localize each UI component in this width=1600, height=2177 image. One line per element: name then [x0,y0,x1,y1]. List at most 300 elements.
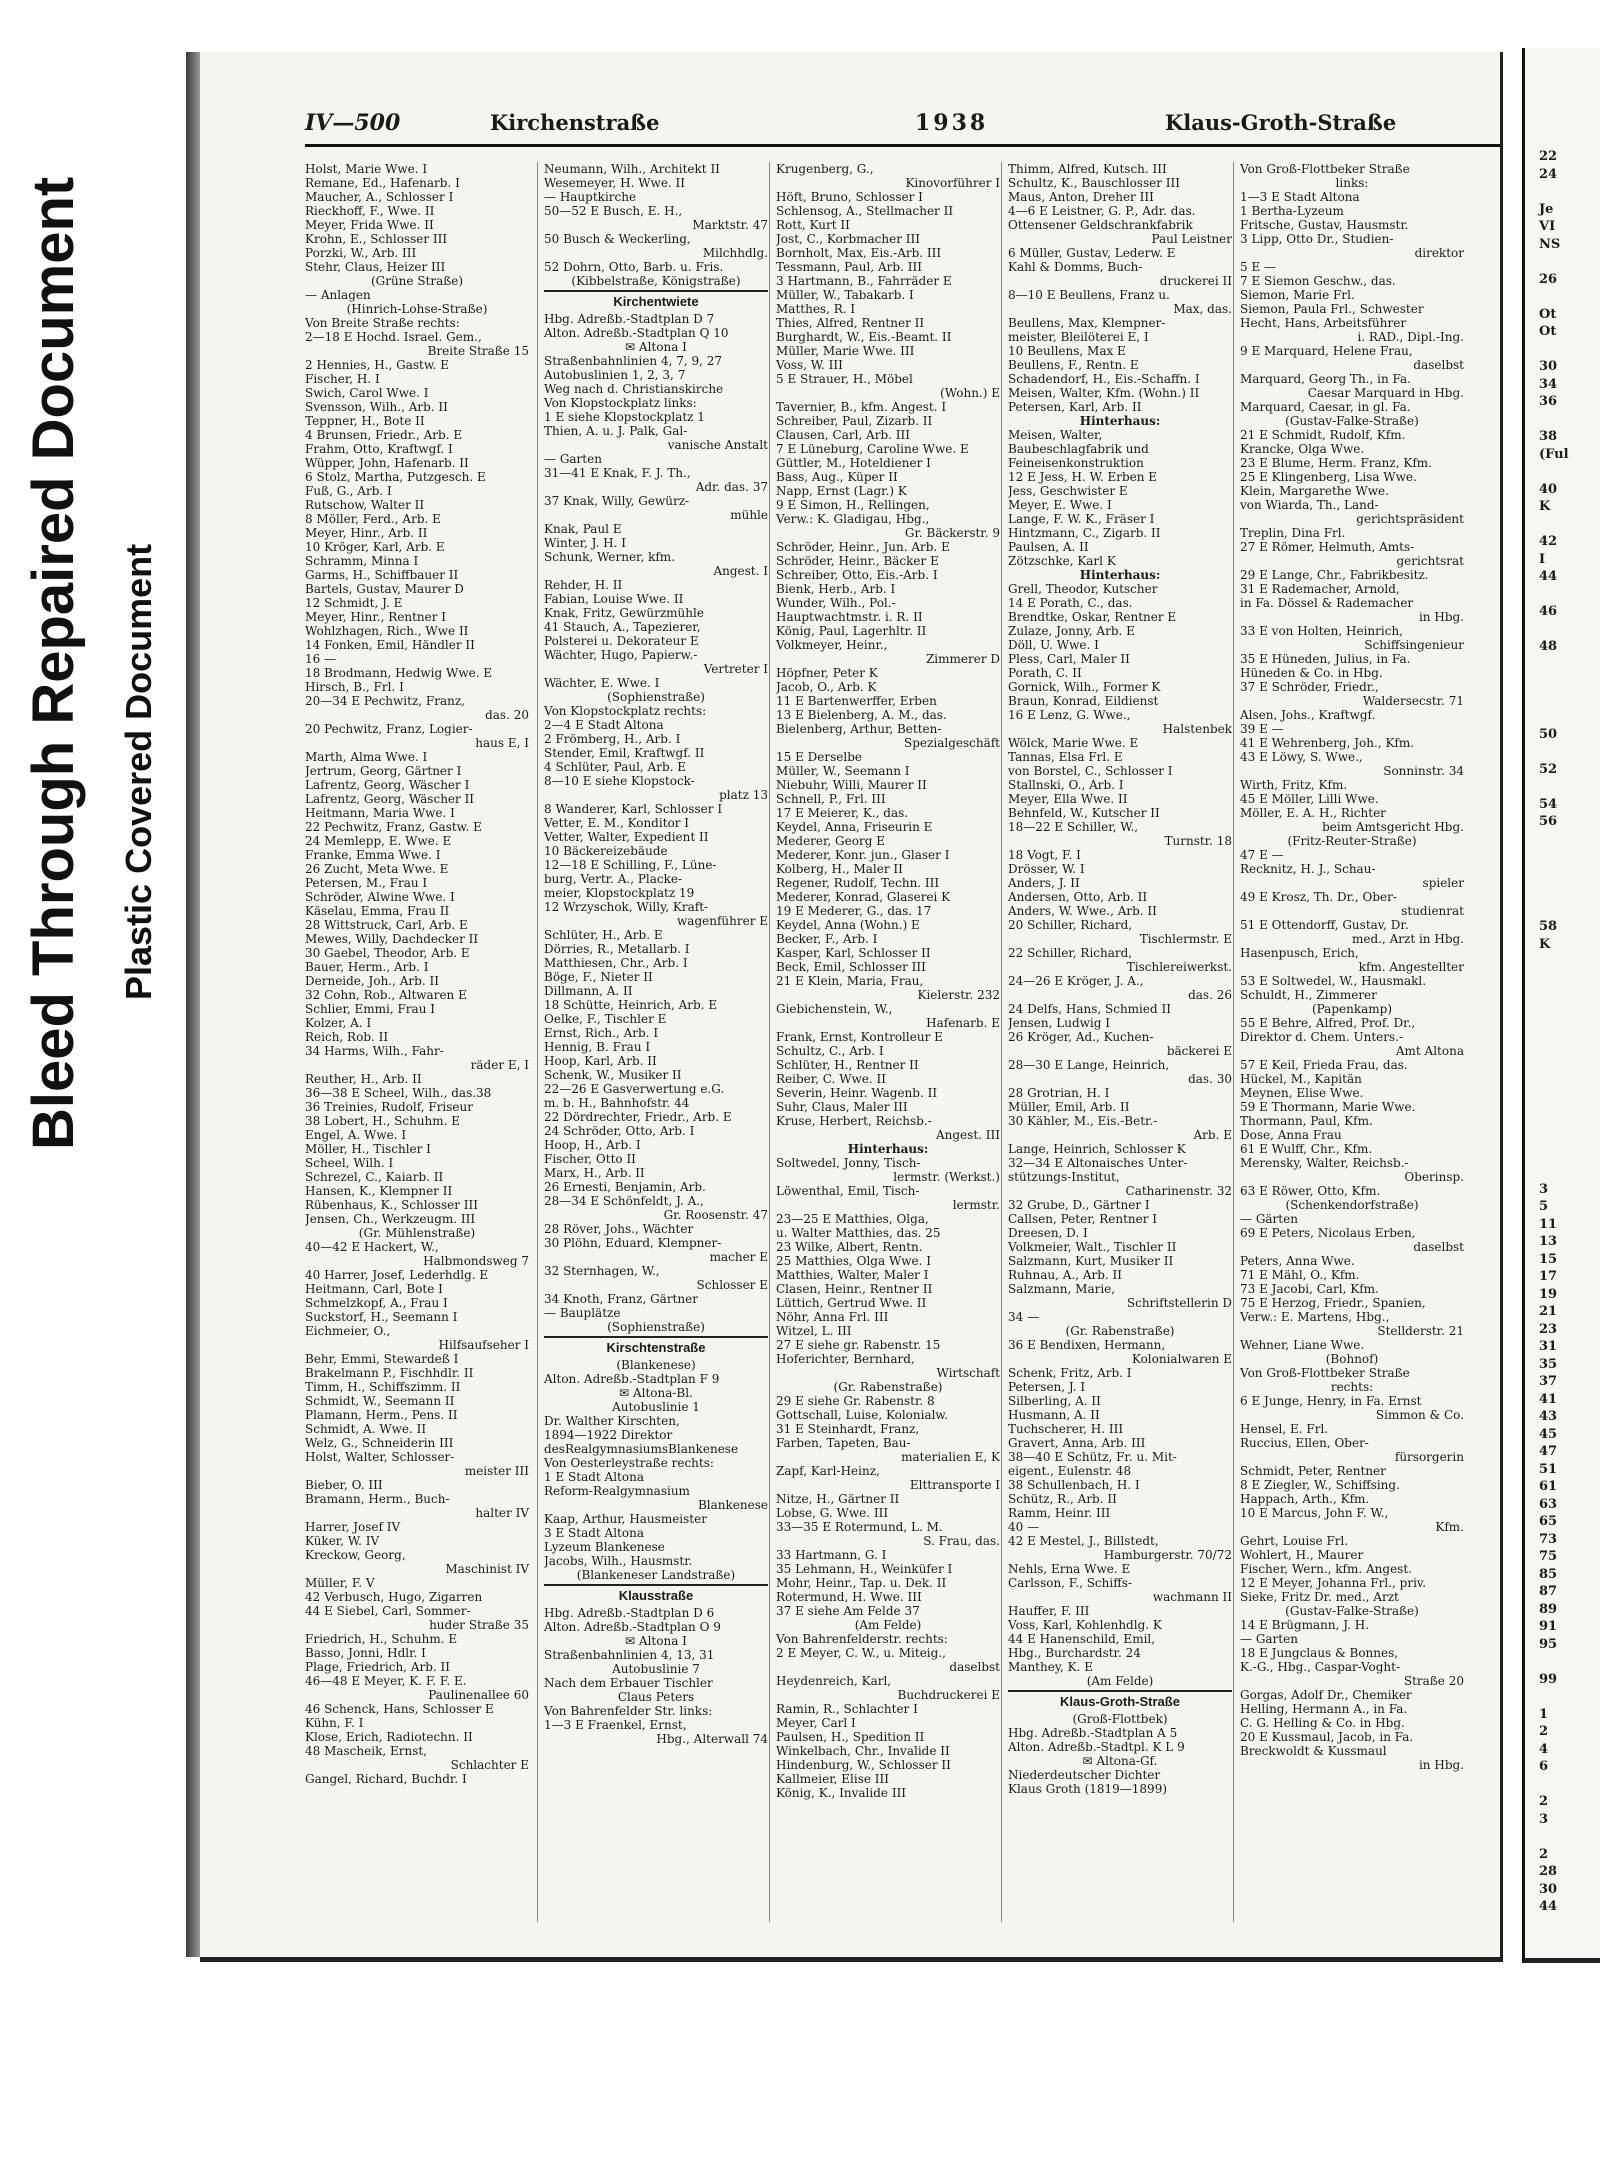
directory-entry: Becker, F., Arb. I [776,932,878,946]
directory-entry: Bartels, Gustav, Maurer D [305,582,464,596]
directory-entry: Schnell, P., Frl. III [776,792,886,806]
directory-entry: Giebichenstein, W., [776,1002,893,1016]
directory-entry: Gangel, Richard, Buchdr. I [305,1772,467,1786]
directory-entry: Thies, Alfred, Rentner II [776,316,925,330]
directory-entry: Siemon, Paula Frl., Schwester [1240,302,1424,316]
directory-entry: materialien E, K [901,1450,1000,1464]
directory-entry: 50 Busch & Weckerling, [544,232,691,246]
directory-entry: Plage, Friedrich, Arb. II [305,1660,451,1674]
directory-entry: 27 E Römer, Helmuth, Amts- [1240,540,1415,554]
directory-entry: (Groß-Flottbek) [1072,1712,1168,1726]
directory-entry: Schmidt, Peter, Rentner [1240,1464,1386,1478]
adjacent-page-entry: 37 [1539,1374,1558,1389]
directory-entry: — Garten [1240,1632,1298,1646]
directory-entry: 1 Bertha-Lyzeum [1240,204,1344,218]
directory-entry: Meyer, Hinr., Rentner I [305,610,447,624]
directory-entry: Von Breite Straße rechts: [305,316,460,330]
adjacent-page-entry: 58 [1539,919,1558,934]
directory-entry: Hansen, K., Klempner II [305,1184,453,1198]
directory-entry: Mohr, Heinr., Tap. u. Dek. II [776,1576,947,1590]
directory-entry: Schlüter, H., Rentner II [776,1058,919,1072]
directory-entry: daselbst [1413,1240,1464,1254]
directory-entry: Rehder, H. II [544,578,623,592]
adjacent-page-entry: 3 [1539,1181,1549,1197]
directory-entry: Dillmann, A. II [544,984,633,998]
directory-entry: 40 Harrer, Josef, Lederhdlg. E [305,1268,489,1282]
directory-entry: Von Oesterleystraße rechts: [544,1456,714,1470]
directory-entry: Oberinsp. [1404,1170,1464,1184]
directory-entry: 32 Sternhagen, W., [544,1264,660,1278]
directory-entry: Caesar Marquard in Hbg. [1307,386,1464,400]
directory-entry: 43 E Löwy, S. Wwe., [1240,750,1363,764]
directory-entry: Tessmann, Paul, Arb. III [776,260,922,274]
directory-entry: Ottensener Geldschrankfabrik [1008,218,1193,232]
directory-entry: Brendtke, Oskar, Rentner E [1008,610,1177,624]
directory-entry: 28 Röver, Johs., Wächter [544,1222,694,1236]
directory-entry: Fabian, Louise Wwe. II [544,592,684,606]
directory-entry: Marth, Alma Wwe. I [305,750,428,764]
directory-entry: Husmann, A. II [1008,1408,1100,1422]
directory-entry: Hensel, E. Frl. [1240,1422,1329,1436]
directory-entry: Schlüter, H., Arb. E [544,928,663,942]
directory-entry: bäckerei E [1166,1044,1232,1058]
directory-entry: Claus Peters [617,1690,695,1704]
directory-entry: Peters, Anna Wwe. [1240,1254,1355,1268]
directory-entry: 61 E Wulff, Chr., Kfm. [1240,1142,1373,1156]
directory-entry: Lüttich, Gertrud Wwe. II [776,1296,927,1310]
directory-entry: 32 Grube, D., Gärtner I [1008,1198,1150,1212]
directory-entry: Schenk, Fritz, Arb. I [1008,1366,1132,1380]
adjacent-page-entry [1539,883,1600,901]
adjacent-page-entry [1539,691,1600,709]
directory-entry: Schmelzkopf, A., Frau I [305,1296,448,1310]
adjacent-page-entry: 31 [1539,1339,1558,1354]
directory-entry: Schlosser E [696,1278,768,1292]
directory-entry: Dr. Walther Kirschten, [544,1414,680,1428]
directory-entry: Keydel, Anna (Wohn.) E [776,918,920,932]
directory-entry: — Garten [544,452,602,466]
directory-entry: 1894—1922 Direktor [544,1428,673,1442]
directory-entry: 2—4 E Stadt Altona [544,718,664,732]
directory-entry: Pless, Carl, Maler II [1008,652,1130,666]
directory-entry: in Hbg. [1418,1758,1464,1772]
directory-entry: Hinterhaus: [1079,414,1161,428]
directory-entry: 42 E Mestel, J., Billstedt, [1008,1534,1159,1548]
directory-entry: 48 Mascheik, Ernst, [305,1744,427,1758]
directory-entry: Rotermund, H. Wwe. III [776,1590,922,1604]
directory-entry: Knak, Paul E [544,522,622,536]
directory-entry: Klein, Margarethe Wwe. [1240,484,1389,498]
directory-entry: 49 E Krosz, Th. Dr., Ober- [1240,890,1397,904]
directory-entry: von Borstel, C., Schlosser I [1008,764,1173,778]
directory-entry: Nehls, Erna Wwe. E [1008,1562,1131,1576]
directory-entry: 2 E Meyer, C. W., u. Miteig., [776,1646,946,1660]
directory-entry: kfm. Angestellter [1358,960,1464,974]
directory-entry: 34 — [1008,1310,1040,1324]
adjacent-page-entry: 45 [1539,1426,1558,1442]
directory-entry: 52 Dohrn, Otto, Barb. u. Fris. [544,260,724,274]
directory-entry: Paulsen, H., Spedition II [776,1730,925,1744]
directory-entry: 12 Schmidt, J. E [305,596,403,610]
directory-entry: Petersen, Karl, Arb. II [1008,400,1142,414]
directory-entry: (Gr. Rabenstraße) [1065,1324,1175,1338]
directory-entry: Petersen, J. I [1008,1380,1086,1394]
directory-entry: Fischer, Wern., kfm. Angest. [1240,1562,1412,1576]
directory-entry: 25 Matthies, Olga Wwe. I [776,1254,932,1268]
adjacent-page-entry: 23 [1539,1321,1558,1337]
directory-entry: burg, Vertr. A., Placke- [544,872,683,886]
adjacent-page-entry: 21 [1539,1304,1558,1319]
directory-entry: Kielerstr. 232 [917,988,1000,1002]
directory-entry: Kahl & Domms, Buch- [1008,260,1143,274]
directory-entry: Elttransporte I [909,1478,1000,1492]
directory-entry: 37 Knak, Willy, Gewürz- [544,494,690,508]
directory-entry: 9 E Marquard, Helene Frau, [1240,344,1413,358]
directory-entry: das. 30 [1188,1072,1232,1086]
directory-entry: Andersen, Otto, Arb. II [1008,890,1148,904]
directory-entry: Baubeschlagfabrik und [1008,442,1149,456]
directory-entry: Schenk, W., Musiker II [544,1068,682,1082]
directory-entry: 8 Wanderer, Karl, Schlosser I [544,802,723,816]
adjacent-page-entry: 73 [1539,1531,1558,1547]
directory-entry: Tavernier, B., kfm. Angest. I [776,400,947,414]
adjacent-page-entry: 44 [1539,1899,1558,1914]
directory-entry: 14 Fonken, Emil, Händler II [305,638,475,652]
adjacent-page-entry: 48 [1539,639,1558,654]
directory-entry: ✉ Altona-Gf. [1082,1754,1158,1768]
directory-entry: Behr, Emmi, Stewardeß I [305,1352,459,1366]
directory-entry: Eichmeier, O., [305,1324,391,1338]
directory-entry: Kreckow, Georg, [305,1548,406,1562]
directory-entry: Wohlert, H., Maurer [1240,1548,1364,1562]
directory-entry: Autobuslinien 1, 2, 3, 7 [544,368,686,382]
directory-entry: Direktor d. Chem. Unters.- [1240,1030,1404,1044]
directory-entry: Swich, Carol Wwe. I [305,386,429,400]
directory-entry: Wirth, Fritz, Kfm. [1240,778,1348,792]
directory-entry: Anders, W. Wwe., Arb. II [1008,904,1157,918]
directory-entry: Milchhdlg. [702,246,768,260]
header-year: 1938 [915,110,989,136]
adjacent-page-entry: 22 [1539,149,1558,164]
directory-entry: 34 Harms, Wilh., Fahr- [305,1044,444,1058]
directory-entry: 28 Wittstruck, Carl, Arb. E [305,918,468,932]
directory-entry: 24 Delfs, Hans, Schmied II [1008,1002,1171,1016]
directory-entry: Krancke, Olga Wwe. [1240,442,1365,456]
directory-entry: Jertrum, Georg, Gärtner I [305,764,462,778]
directory-entry: Alton. Adreßb.-Stadtpl. K L 9 [1008,1740,1185,1754]
directory-entry: Bass, Aug., Küper II [776,470,898,484]
directory-entry: 16 — [305,652,337,666]
directory-entry: Kolonialwaren E [1131,1352,1232,1366]
adjacent-page-entry: 50 [1539,726,1558,742]
directory-entry: Wächter, E. Wwe. I [544,676,660,690]
directory-entry: (Bohnof) [1325,1352,1379,1366]
directory-entry: Von Groß-Flottbeker Straße [1240,1366,1410,1380]
directory-entry: 40—42 E Hackert, W., [305,1240,439,1254]
directory-entry: Döll, U. Wwe. I [1008,638,1099,652]
directory-entry: Blankenese [697,1498,768,1512]
directory-entry: 13 E Bielenberg, A. M., das. [776,708,947,722]
directory-entry: Napp, Ernst (Lagr.) K [776,484,907,498]
directory-entry: Schröder, Heinr., Jun. Arb. E [776,540,950,554]
directory-entry: Angest. I [713,564,768,578]
adjacent-page-entry [1539,743,1600,761]
directory-entry: 73 E Jacobi, Carl, Kfm. [1240,1282,1379,1296]
directory-entry: Meisen, Walter, Kfm. (Wohn.) II [1008,386,1200,400]
directory-entry: Vetter, E. M., Konditor I [544,816,690,830]
adjacent-page-entry: 63 [1539,1496,1558,1512]
directory-entry: (Blankeneser Landstraße) [576,1568,736,1582]
directory-column [769,162,1000,1922]
directory-entry: Rott, Kurt II [776,218,850,232]
directory-entry: Weg nach d. Christianskirche [544,382,724,396]
directory-entry: Catharinenstr. 32 [1125,1184,1232,1198]
directory-entry: 23 E Blume, Herm. Franz, Kfm. [1240,456,1432,470]
directory-entry: Drösser, W. I [1008,862,1085,876]
directory-entry: Happach, Arth., Kfm. [1240,1492,1370,1506]
directory-entry: Heitmann, Maria Wwe. I [305,806,455,820]
directory-entry: daselbst [949,1660,1000,1674]
directory-entry: Mederer, Konr. jun., Glaser I [776,848,950,862]
directory-entry: Krohn, E., Schlosser III [305,232,448,246]
adjacent-page-entry: 30 [1539,1881,1558,1897]
directory-entry: macher E [709,1250,768,1264]
directory-entry: 20 Pechwitz, Franz, Logier- [305,722,473,736]
directory-entry: Hindenburg, W., Schlosser II [776,1758,951,1772]
directory-entry: 42 Verbusch, Hugo, Zigarren [305,1590,483,1604]
directory-entry: Schrezel, C., Kaiarb. II [305,1170,444,1184]
directory-entry: links: [1335,176,1369,190]
directory-entry: Thormann, Paul, Kfm. [1240,1114,1373,1128]
directory-entry: Breckwoldt & Kussmaul [1240,1744,1387,1758]
directory-entry: Turnstr. 18 [1164,834,1232,848]
adjacent-page-entry [1539,1653,1600,1671]
directory-entry: Callsen, Peter, Rentner I [1008,1212,1158,1226]
directory-entry: Hirsch, B., Frl. I [305,680,404,694]
directory-entry: 8—10 E Beullens, Franz u. [1008,288,1170,302]
directory-entry: Jensen, Ludwig I [1008,1016,1110,1030]
directory-entry: Wehner, Liane Wwe. [1240,1338,1365,1352]
directory-entry: Lange, Heinrich, Schlosser K [1008,1142,1186,1156]
directory-entry: Halbmondsweg 7 [423,1254,529,1268]
street-heading: Kirschtenstraße [544,1336,768,1358]
directory-entry: Suckstorf, H., Seemann I [305,1310,458,1324]
directory-entry: Alton. Adreßb.-Stadtplan O 9 [544,1620,721,1634]
directory-column [1001,162,1232,1922]
directory-entry: das. 26 [1188,988,1232,1002]
directory-entry: lermstr. [952,1198,1000,1212]
directory-entry: Bramann, Herm., Buch- [305,1492,450,1506]
directory-entry: 9 E Simon, H., Rellingen, [776,498,930,512]
directory-entry: huder Straße 35 [429,1618,529,1632]
directory-entry: 40 — [1008,1520,1040,1534]
directory-entry: Wächter, Hugo, Papierw.- [544,648,698,662]
directory-entry: Schütz, R., Arb. II [1008,1492,1117,1506]
directory-entry: Polsterei u. Dekorateur E [544,634,699,648]
directory-entry: Thien, A. u. J. Palk, Gal- [544,424,688,438]
directory-entry: Alton. Adreßb.-Stadtplan F 9 [544,1372,720,1386]
directory-entry: Kühn, F. I [305,1716,364,1730]
directory-entry: Arb. E [1193,1128,1232,1142]
directory-entry: Holst, Walter, Schlosser- [305,1450,455,1464]
directory-entry: 8 E Ziegler, W., Schiffsing. [1240,1478,1400,1492]
directory-entry: Schlensog, A., Stellmacher II [776,204,954,218]
directory-entry: 22—26 E Gasverwertung e.G. [544,1082,725,1096]
adjacent-page-entry [1539,1111,1600,1129]
directory-entry: 17 E Meierer, K., das. [776,806,909,820]
directory-entry: Hbg. Adreßb.-Stadtplan D 6 [544,1606,715,1620]
adjacent-page-entry: 24 [1539,166,1558,182]
directory-entry: Fuß, G., Arb. I [305,484,392,498]
adjacent-page-entry [1539,971,1600,989]
directory-entry: von Wiarda, Th., Land- [1240,498,1379,512]
adjacent-page-entry: VI [1539,219,1556,234]
directory-entry: 53 E Soltwedel, W., Hausmakl. [1240,974,1427,988]
adjacent-page-entry [1539,463,1600,481]
directory-entry: Paulinenallee 60 [428,1688,529,1702]
directory-entry: Stallnski, O., Arb. I [1008,778,1124,792]
directory-entry: 31 E Rademacher, Arnold, [1240,582,1400,596]
adjacent-page-entry [1539,411,1600,429]
directory-entry: Zimmerer D [925,652,1000,666]
directory-entry: Straßenbahnlinien 4, 13, 31 [544,1648,715,1662]
adjacent-page-entry: 2 [1539,1724,1549,1739]
directory-entry: Möller, E. A. H., Richter [1240,806,1386,820]
adjacent-page-entry [1539,288,1600,306]
directory-entry: Teppner, H., Bote II [305,414,425,428]
directory-column [1233,162,1464,1922]
adjacent-page-entry: 54 [1539,796,1558,812]
directory-entry: 12 E Meyer, Johanna Frl., priv. [1240,1576,1427,1590]
directory-entry: Hinterhaus: [847,1142,929,1156]
adjacent-page-entry [1539,953,1600,971]
directory-entry: Ramm, Heinr. III [1008,1506,1111,1520]
directory-entry: Tuchscherer, H. III [1008,1422,1124,1436]
directory-entry: Marx, H., Arb. II [544,1166,645,1180]
directory-entry: 1—3 E Stadt Altona [1240,190,1360,204]
directory-entry: Heydenreich, Karl, [776,1674,892,1688]
adjacent-page-entry: 26 [1539,271,1558,287]
directory-entry: 10 E Marcus, John F. W., [1240,1506,1389,1520]
directory-entry: (Am Felde) [1086,1674,1154,1688]
directory-entry: 8—10 E siehe Klopstock- [544,774,695,788]
adjacent-page-entry: 52 [1539,761,1558,777]
directory-entry: 36—38 E Scheel, Wilh., das.38 [305,1086,492,1100]
directory-entry: 23—25 E Matthies, Olga, [776,1212,929,1226]
directory-entry: S. Frau, das. [923,1534,1000,1548]
directory-entry: Matthies, Walter, Maler I [776,1268,929,1282]
directory-entry: 25 E Klingenberg, Lisa Wwe. [1240,470,1417,484]
directory-entry: Simmon & Co. [1375,1408,1464,1422]
directory-entry: Gorgas, Adolf Dr., Chemiker [1240,1688,1412,1702]
directory-entry: Nitze, H., Gärtner II [776,1492,900,1506]
directory-entry: halter IV [475,1506,529,1520]
adjacent-page-entry [1539,1023,1600,1041]
directory-entry: (Sophienstraße) [607,1320,705,1334]
adjacent-page-entry: 11 [1539,1216,1558,1232]
directory-entry: Garms, H., Schiffbauer II [305,568,459,582]
directory-entry: 4 Schlüter, Paul, Arb. E [544,760,687,774]
directory-entry: Voss, Karl, Kohlenhdlg. K [1008,1618,1162,1632]
directory-entry: Porzki, W., Arb. III [305,246,417,260]
directory-entry: Gravert, Anna, Arb. III [1008,1436,1146,1450]
directory-entry: Knak, Fritz, Gewürzmühle [544,606,704,620]
directory-entry: Verw.: E. Martens, Hbg., [1240,1310,1390,1324]
adjacent-page-entry [1539,1128,1600,1146]
directory-entry: 1 E siehe Klopstockplatz 1 [544,410,705,424]
adjacent-page-entry: 95 [1539,1636,1558,1652]
directory-entry: 29 E Lange, Chr., Fabrikbesitz. [1240,568,1429,582]
directory-entry: (Fritz-Reuter-Straße) [1287,834,1417,848]
directory-entry: 33 Hartmann, G. I [776,1548,887,1562]
directory-entry: 28 Grotrian, H. I [1008,1086,1110,1100]
adjacent-page-strip [1522,48,1600,1963]
directory-entry: 3 Hartmann, B., Fahrräder E [776,274,952,288]
directory-entry: Hbg. Adreßb.-Stadtplan A 5 [1008,1726,1178,1740]
adjacent-page-entry [1539,1076,1600,1094]
directory-entry: Meyer, Carl I [776,1716,856,1730]
directory-entry: Hilfsaufseher I [438,1338,529,1352]
directory-entry: Plamann, Herm., Pens. II [305,1408,458,1422]
adjacent-page-numbers [1525,48,1600,1916]
directory-entry: Schröder, Heinr., Bäcker E [776,554,939,568]
directory-entry: Fritsche, Gustav, Hausmstr. [1240,218,1409,232]
directory-entry: 37 E siehe Am Felde 37 [776,1604,920,1618]
directory-entry: Meyer, E. Wwe. I [1008,498,1112,512]
directory-entry: Tannas, Elsa Frl. E [1008,750,1123,764]
directory-entry: Carlsson, F., Schiffs- [1008,1576,1132,1590]
directory-entry: Angest. III [935,1128,1000,1142]
directory-entry: meier, Klopstockplatz 19 [544,886,695,900]
directory-entry: 46—48 E Meyer, K. F. F. E. [305,1674,467,1688]
directory-entry: platz 13 [719,788,768,802]
directory-entry: (Papenkamp) [1311,1002,1393,1016]
directory-entry: Nach dem Erbauer Tischler [544,1676,713,1690]
directory-entry: Matthes, R. I [776,302,856,316]
directory-entry: Meyer, Frida Wwe. II [305,218,434,232]
directory-entry: 45 E Möller, Lilli Wwe. [1240,792,1379,806]
adjacent-page-entry: 87 [1539,1584,1558,1599]
directory-entry: Paulsen, A. II [1008,540,1089,554]
page-header [305,104,1500,147]
directory-entry: Salzmann, Marie, [1008,1282,1116,1296]
directory-entry: 26 Zucht, Meta Wwe. E [305,862,449,876]
directory-entry: Hbg., Burchardstr. 24 [1008,1646,1141,1660]
directory-entry: C. G. Helling & Co. in Hbg. [1240,1716,1405,1730]
directory-entry: Käselau, Emma, Frau II [305,904,450,918]
directory-entry: 39 E — [1240,722,1284,736]
directory-entry: (Blankenese) [616,1358,696,1372]
directory-entry: 47 E — [1240,848,1284,862]
directory-entry: Voss, W. III [776,358,843,372]
directory-entry: 15 E Derselbe [776,750,862,764]
directory-entry: 16 E Lenz, G. Wwe., [1008,708,1131,722]
directory-entry: Kolzer, A. I [305,1016,372,1030]
directory-entry: König, Paul, Lagerhltr. II [776,624,927,638]
directory-entry: stützungs-Institut, [1008,1170,1120,1184]
directory-entry: 33—35 E Rotermund, L. M. [776,1520,943,1534]
adjacent-page-entry: 36 [1539,394,1558,409]
directory-entry: Kruse, Herbert, Reichsb.- [776,1114,932,1128]
adjacent-page-entry [1539,848,1600,866]
adjacent-page-entry: 2 [1539,1846,1549,1862]
directory-entry: (Wohn.) E [940,386,1000,400]
directory-entry: Behnfeld, W., Kutscher II [1008,806,1160,820]
directory-entry: Lafrentz, Georg, Wäscher II [305,792,475,806]
directory-entry: Zötzschke, Karl K [1008,554,1116,568]
directory-entry: Svensson, Wilh., Arb. II [305,400,448,414]
directory-entry: meister, Bleilöterei E, I [1008,330,1149,344]
